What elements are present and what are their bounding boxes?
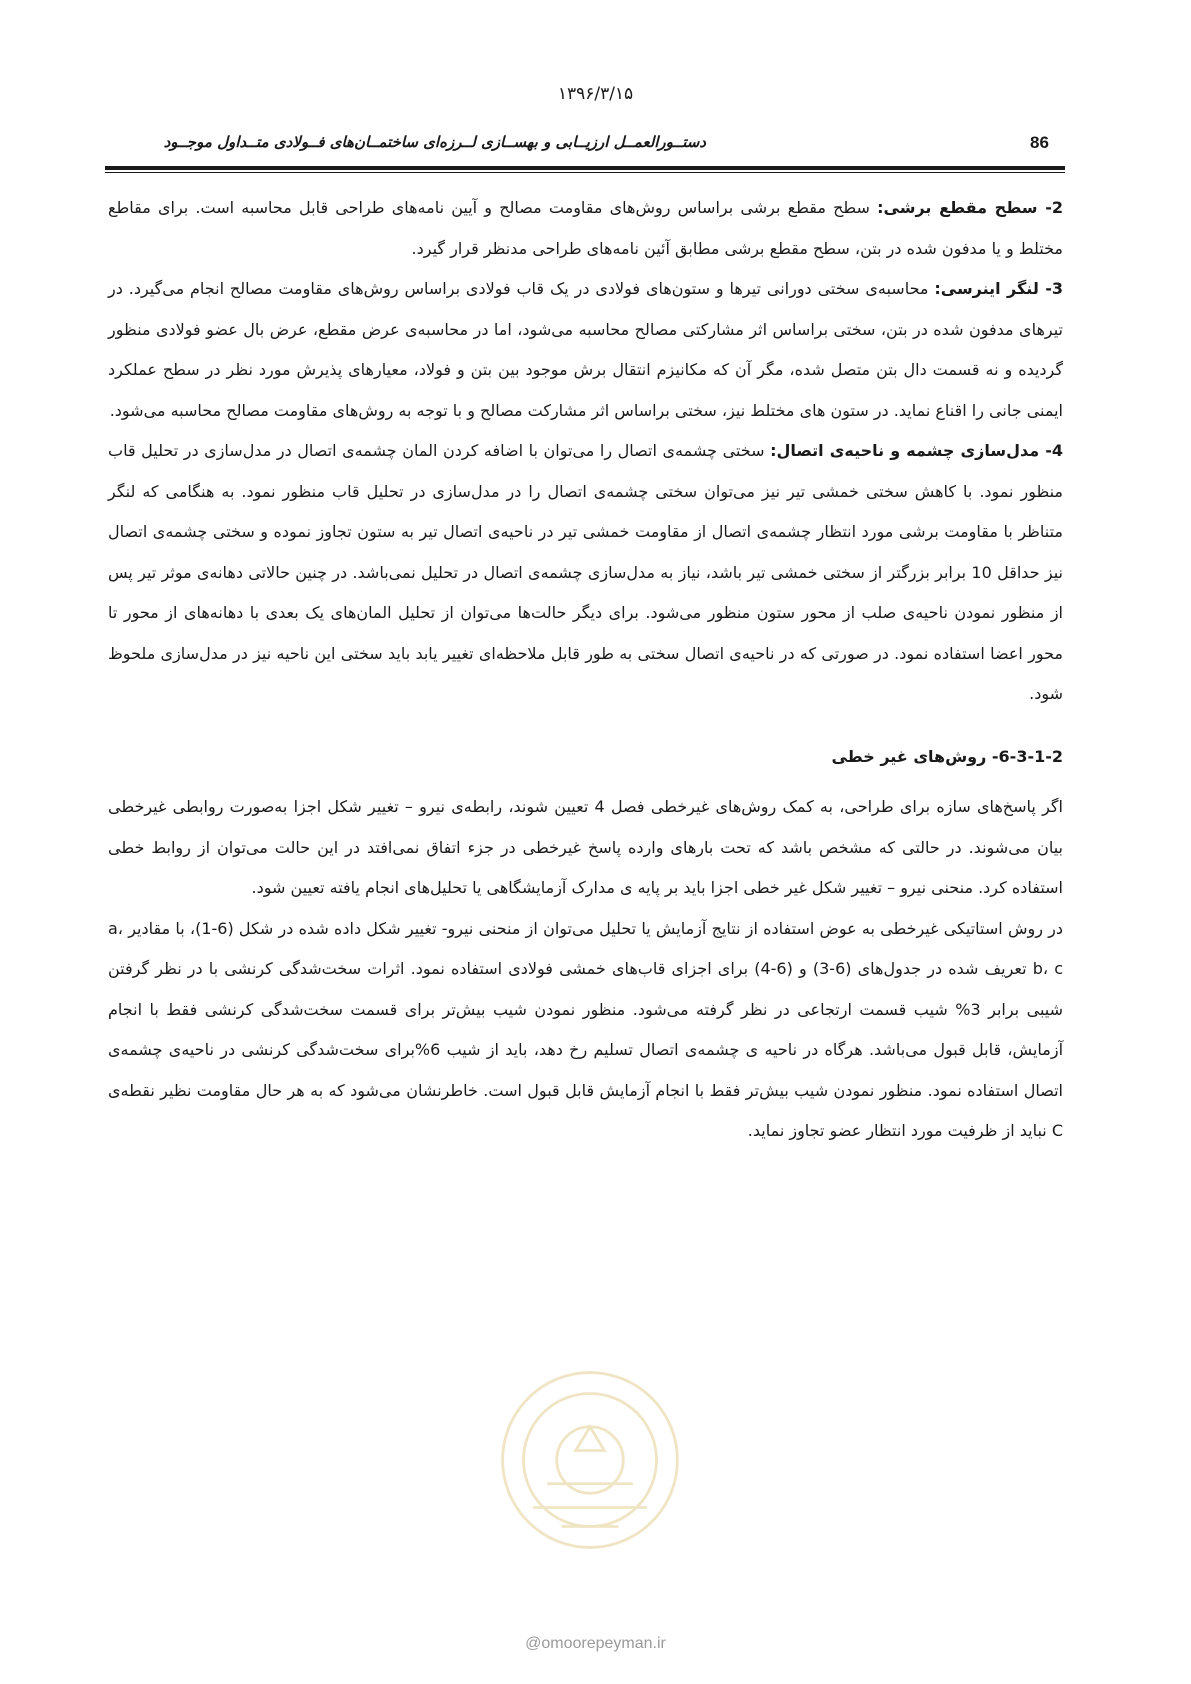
item-term-4: 4- مدل‌سازی چشمه و ناحیه‌ی اتصال: [770,441,1064,460]
header-rule-thin [105,172,1065,173]
running-header-title: دستــورالعمــل ارزیــابی و بهســازی لــرزه‌ای ساختمــان‌های فــولادی متــداول موجــود [163,133,706,151]
page-body [108,188,1063,1152]
section-paragraph-2: در روش استاتیکی غیرخطی به عوض استفاده از نتایج آزمایش یا تحلیل می‌توان از منحنی نیرو- تغییر شکل داده شده در شکل (6-1)، با مقادیر a، b، c تعریف شده در جدول‌های (6-3) و (6-4) برای اجزای قاب‌های خمشی فولادی استفاده نمود. اثرات سخت‌شدگی کرنشی با در نظر گرفتن شیبی برابر 3% شیب قسمت ارتجاعی در نظر گرفته می‌شود. منظور نمودن شیب بیش‌تر برای قسمت سخت‌شدگی کرنشی فقط با انجام آزمایش، قابل قبول می‌باشد. هرگاه در ناحیه ی چشمه‌ی اتصال تسلیم رخ دهد، باید از شیب 6%برای سخت‌شدگی کرنشی در ناحیه‌ی چشمه‌ی اتصال استفاده نمود. منظور نمودن شیب بیش‌تر فقط با انجام آزمایش قابل قبول است. خاطرنشان می‌شود که به هر حال مقاومت نظیر نقطه‌ی C نباید از ظرفیت مورد انتظار عضو تجاوز نماید. [108,918,1064,1140]
item-text-2: سطح مقطع برشی براساس روش‌های مقاومت مصالح و آیین نامه‌های طراحی قابل محاسبه است. برای مقاطع مختلط و یا مدفون شده در بتن، سطح مقطع برشی مطابق آئین نامه‌های طراحی مدنظر قرار گیرد. [108,198,1063,258]
watermark-url: @omoorepeyman.ir [525,1635,666,1652]
section-heading: 6-3-1-2- روش‌های غیر خطی [831,746,1063,766]
page-number: 86 [1030,133,1049,152]
item-paragraph-3 [108,269,1063,431]
item-term-2: 2- سطح مقطع برشی: [877,198,1063,217]
header-rule-thick [105,166,1065,170]
item-text-3: محاسبه‌ی سختی دورانی تیرها و ستون‌های فولادی در یک قاب فولادی براساس روش‌های مقاومت مصالح انجام می‌گیرد. در تیرهای مدفون شده در بتن، سختی براساس اثر مشارکتی مصالح محاسبه می‌شود، اما در محاسبه‌ی عرض مقطع، عرض بال عضو فولادی منظور گردیده و نه قسمت دال بتن متصل شده، مگر آن که مکانیزم انتقال برش موجود بین بتن و فولاد، معیارهای پذیرش مورد نظر در سطح عملکرد ایمنی جانی را اقناع نماید. در ستون های مختلط نیز، سختی براساس اثر مشارکت مصالح و با توجه به روش‌های مقاومت مصالح محاسبه می‌شود. [108,279,1063,420]
item-paragraph-2 [108,188,1063,269]
section-paragraph-1: اگر پاسخ‌های سازه برای طراحی، به کمک روش‌های غیرخطی فصل 4 تعیین شوند، رابطه‌ی نیرو – تغییر شکل اجزا به‌صورت روابطی غیرخطی بیان می‌شوند. در حالتی که مشخص باشد که تحت بارهای وارده پاسخ غیرخطی در جزء اتفاق نمی‌افتد در این حالت می‌توان از روابط خطی استفاده کرد. منحنی نیرو – تغییر شکل غیر خطی اجزا باید بر پایه ی مدارک آزمایشگاهی یا تحلیل‌های انجام یافته تعیین شود. [108,797,1063,897]
watermark-seal-logo [495,1365,685,1555]
document-date: ۱۳۹۶/۳/۱۵ [557,84,634,104]
item-text-4: سختی چشمه‌ی اتصال را می‌توان با اضافه کردن المان چشمه‌ی اتصال در مدل‌سازی در تحلیل قاب منظور نمود. با کاهش سختی خمشی تیر نیز می‌توان سختی چشمه‌ی اتصال را در مدل‌سازی در تحلیل قاب منظور نمود. به هنگامی که لنگر متناظر با مقاومت برشی مورد انتظار چشمه‌ی اتصال از مقاومت خمشی تیر در ناحیه‌ی اتصال تیر به ستون تجاوز نموده و سختی چشمه‌ی اتصال نیز حداقل 10 برابر بزرگتر از سختی خمشی تیر باشد، نیاز به مدل‌سازی چشمه‌ی اتصال در تحلیل نمی‌باشد. در چنین حالاتی دهانه‌ی موثر تیر پس از منظور نمودن ناحیه‌ی صلب از محور ستون منظور می‌شود. برای دیگر حالت‌ها می‌توان از تحلیل المان‌های یک بعدی با دهانه‌های از محور تا محور اعضا استفاده نمود. در صورتی که در ناحیه‌ی اتصال سختی به طور قابل ملاحظه‌ای تغییر یابد باید سختی این ناحیه نیز در مدل‌سازی ملحوظ شود. [108,441,1063,703]
item-paragraph-4 [108,431,1063,715]
item-term-3: 3- لنگر اینرسی: [934,279,1063,298]
